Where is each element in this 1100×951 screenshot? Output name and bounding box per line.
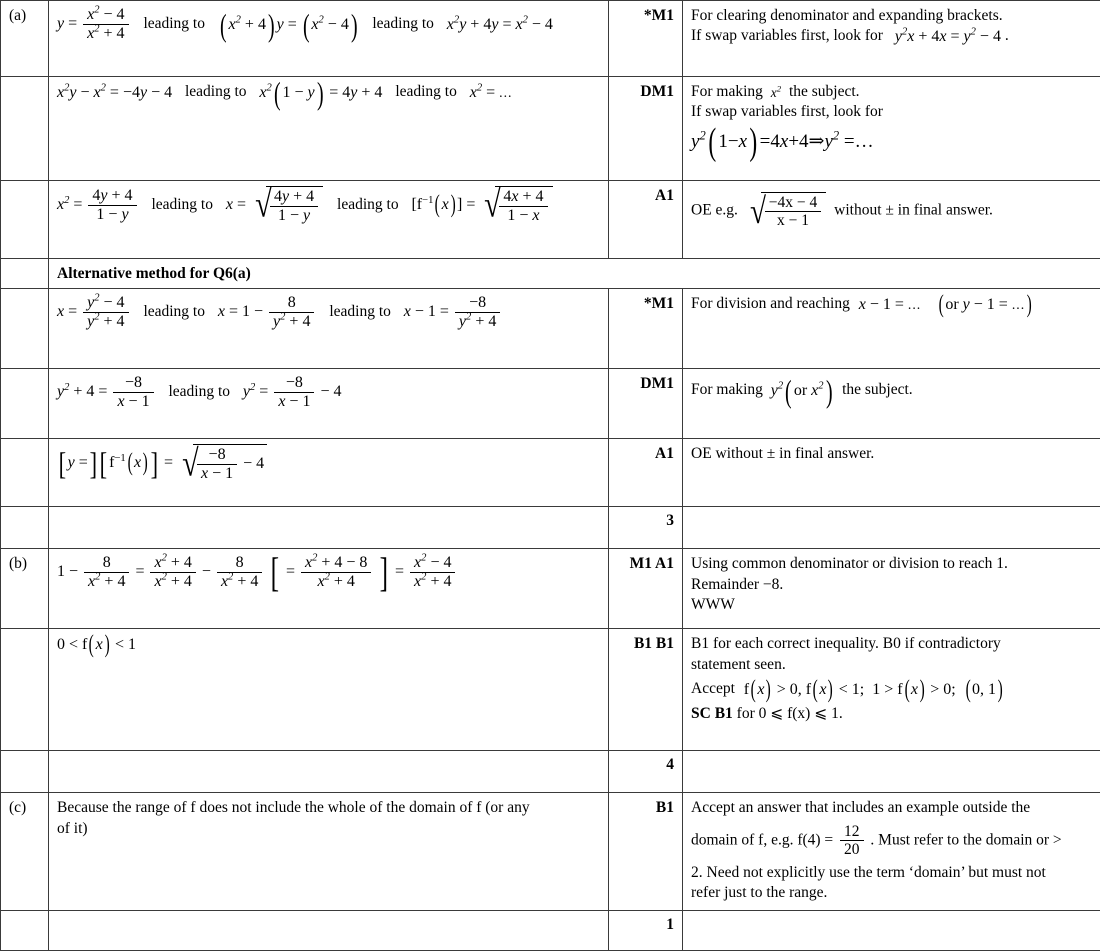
guidance-text: For making [691, 83, 763, 100]
table-row [1, 439, 1100, 507]
math-expression: $x^2y - x^2 = -4y - 4$ [57, 82, 172, 103]
math-expression: √ $\frac{-4x - 4}{x - 1}$ [748, 192, 826, 230]
guidance-text: for 0 ⩽ f(x) ⩽ 1. [737, 705, 843, 722]
table-row [1, 549, 1100, 629]
math-expression: f(x) > 0, f(x) < 1; 1 > f(x) > 0; (0, 1) [744, 679, 1004, 700]
part-label-blank [1, 629, 49, 751]
part-label-blank [1, 181, 49, 259]
guidance-text: without ± in final answer. [834, 201, 993, 218]
part-label-blank [1, 507, 49, 549]
guidance-text: If swap variables first, look for [691, 28, 883, 45]
math-expression: $y^2$ = $\frac{-8}{x - 1}$ − 4 [243, 374, 342, 411]
guidance-text: statement seen. [691, 655, 1092, 675]
table-row-total-a [1, 507, 1100, 549]
guidance-cell-b1 [683, 549, 1100, 629]
table-row [1, 181, 1100, 259]
leading-to-text: leading to [185, 83, 247, 100]
part-label-blank [1, 77, 49, 181]
total-mark-a: 3 [609, 507, 683, 549]
guidance-text-with-math [691, 823, 1092, 859]
math-expression: ( $x^2 + 4$) y = ( $x^2 - 4$) [218, 14, 360, 35]
total-mark-b: 4 [609, 751, 683, 793]
guidance-text: OE e.g. [691, 201, 738, 218]
part-label-blank [1, 289, 49, 369]
guidance-cell-a3 [683, 181, 1100, 259]
table-row [1, 793, 1100, 911]
mark-cell-b1: M1 A1 [609, 549, 683, 629]
math-expression: $[y =][f^{-1}(x)]$ = √ $\frac{-8}{x - 1}$ − 4 [57, 444, 268, 483]
guidance-text: the subject. [842, 382, 913, 399]
guidance-cell-alt3 [683, 439, 1100, 507]
math-expression: $[f^{-1}(x)]$ = √ $\frac{4x + 4}{1 - x}$ [411, 186, 553, 225]
math-expression: y = $\frac{x^2 - 4}{x^2 + 4}$ [57, 6, 131, 43]
alternative-method-header: Alternative method for Q6(a) [49, 259, 1100, 289]
guidance-text-with-math [691, 82, 1092, 102]
leading-to-text: leading to [337, 196, 399, 213]
math-expression: x − 1 = $\frac{-8}{y^2 + 4}$ [404, 294, 503, 331]
table-row [1, 369, 1100, 439]
math-expression: $y^2 + 4$ = $\frac{-8}{x - 1}$ [57, 374, 156, 411]
table-row [1, 629, 1100, 751]
mark-cell-alt3: A1 [609, 439, 683, 507]
math-expression: 0 < f(x) < 1 [57, 634, 136, 655]
guidance-cell-alt2 [683, 369, 1100, 439]
part-label-blank [1, 751, 49, 793]
math-expression: x = 1 − $\frac{8}{y^2 + 4}$ [218, 294, 317, 331]
leading-to-text: leading to [143, 15, 205, 32]
fraction [840, 823, 864, 859]
leading-to-text: leading to [143, 303, 205, 320]
guidance-text: the subject. [789, 83, 860, 100]
working-cell-empty [49, 751, 609, 793]
math-expression: (or y − 1 = ...) [937, 294, 1033, 315]
math-expression: $x^2$ [771, 84, 781, 102]
working-cell-alt2 [49, 369, 609, 439]
guidance-text: For clearing denominator and expanding brackets. [691, 6, 1092, 26]
working-cell-empty [49, 507, 609, 549]
guidance-text-with-math [691, 679, 1092, 700]
working-cell-b1 [49, 549, 609, 629]
mark-cell-alt1: *M1 [609, 289, 683, 369]
working-cell-a3 [49, 181, 609, 259]
working-cell-b2 [49, 629, 609, 751]
guidance-text: domain of f, e.g. f(4) = [691, 831, 833, 848]
math-expression: $x^2y + 4y = x^2 - 4$ [447, 14, 553, 35]
guidance-text: WWW [691, 595, 1092, 615]
guidance-cell-a2 [683, 77, 1100, 181]
part-label-blank [1, 911, 49, 951]
fraction-denominator: 20 [840, 841, 864, 858]
math-expression: $x^2$ = ... [470, 82, 513, 103]
guidance-text-with-math [691, 704, 1092, 724]
table-row-total-b [1, 751, 1100, 793]
guidance-cell-b2 [683, 629, 1100, 751]
guidance-cell-c1 [683, 793, 1100, 911]
leading-to-text: leading to [395, 83, 457, 100]
working-cell-empty [49, 911, 609, 951]
math-expression: $y^2x + 4x = y^2 - 4$ [895, 26, 1001, 47]
math-expression: $x^2$( 1 − y) = 4y + 4 [259, 82, 382, 103]
guidance-text-with-math [691, 374, 1092, 401]
table-row-alternative-header [1, 259, 1100, 289]
working-cell-c1 [49, 793, 609, 911]
part-label-blank [1, 439, 49, 507]
fraction-numerator: −4x − 4 [765, 194, 821, 212]
mark-cell-a2: DM1 [609, 77, 683, 181]
leading-to-text: leading to [151, 196, 213, 213]
math-expression: $y^2$( or $x^2$) [771, 380, 834, 401]
leading-to-text: leading to [168, 383, 230, 400]
part-label-a: (a) [1, 1, 49, 77]
guidance-text: refer just to the range. [691, 883, 1092, 903]
working-cell-alt1 [49, 289, 609, 369]
answer-text: of it) [57, 819, 600, 839]
leading-to-text: leading to [372, 15, 434, 32]
math-expression: $x^2$ = $\frac{4y + 4}{1 - y}$ [57, 187, 139, 224]
answer-text: Because the range of f does not include the whole of the domain of f (or any [57, 798, 600, 818]
math-expression: $y^2$( $1-x) =4x+4\Rightarrow y^2$ =… [691, 129, 1092, 154]
math-expression: x = $\frac{y^2 - 4}{y^2 + 4}$ [57, 294, 131, 331]
mark-cell-a1: *M1 [609, 1, 683, 77]
working-cell-alt3 [49, 439, 609, 507]
guidance-text-with-math [691, 186, 1092, 230]
part-label-blank [1, 369, 49, 439]
guidance-text-with-math: If swap variables first, look for $y^2x + 4x = y^2 - 4$ . [691, 26, 1092, 47]
guidance-text-with-math [691, 294, 1092, 315]
sc-b1-label: SC B1 [691, 705, 733, 722]
guidance-cell-empty [683, 911, 1100, 951]
table-row [1, 1, 1100, 77]
guidance-text: For making [691, 382, 763, 399]
guidance-text: OE without ± in final answer. [691, 444, 1092, 464]
guidance-text: Remainder −8. [691, 575, 1092, 595]
working-cell-a2 [49, 77, 609, 181]
math-expression: x − 1 = ... [859, 294, 921, 315]
guidance-text: Accept an answer that includes an example outside the [691, 798, 1092, 818]
mark-cell-a3: A1 [609, 181, 683, 259]
math-expression: x = √ $\frac{4y + 4}{1 - y}$ [226, 186, 324, 225]
guidance-cell-empty [683, 507, 1100, 549]
table-row [1, 77, 1100, 181]
guidance-cell-alt1 [683, 289, 1100, 369]
part-label-blank [1, 259, 49, 289]
table-row [1, 289, 1100, 369]
guidance-text: For division and reaching [691, 296, 850, 313]
guidance-text: Using common denominator or division to reach 1. [691, 554, 1092, 574]
working-cell-a1 [49, 1, 609, 77]
leading-to-text: leading to [329, 303, 391, 320]
part-label-c: (c) [1, 793, 49, 911]
mark-cell-b2: B1 B1 [609, 629, 683, 751]
mark-cell-alt2: DM1 [609, 369, 683, 439]
guidance-text: . Must refer to the domain or > [870, 831, 1061, 848]
total-mark-c: 1 [609, 911, 683, 951]
table-row-total-c [1, 911, 1100, 951]
guidance-text: B1 for each correct inequality. B0 if contradictory [691, 634, 1092, 654]
guidance-text: 2. Need not explicitly use the term ‘domain’ but must not [691, 863, 1092, 883]
guidance-cell-empty [683, 751, 1100, 793]
fraction-numerator: 12 [840, 823, 864, 841]
guidance-text: Accept [691, 680, 735, 697]
guidance-text: If swap variables first, look for [691, 102, 1092, 122]
mark-cell-c1: B1 [609, 793, 683, 911]
fraction-denominator: x − 1 [765, 212, 821, 229]
part-label-b: (b) [1, 549, 49, 629]
math-expression: 1 − $\frac{8}{x^2 + 4}$ = $\frac{x^2 + 4}{x^2 + 4}$ − $\frac{8}{x^2 + 4}$ [ = $\frac{x^2 + 4 - 8}{x^2 + 4}$ ] = $\frac{x^2 - 4}{x^2 + 4}$ [57, 554, 457, 591]
guidance-cell-a1 [683, 1, 1100, 77]
